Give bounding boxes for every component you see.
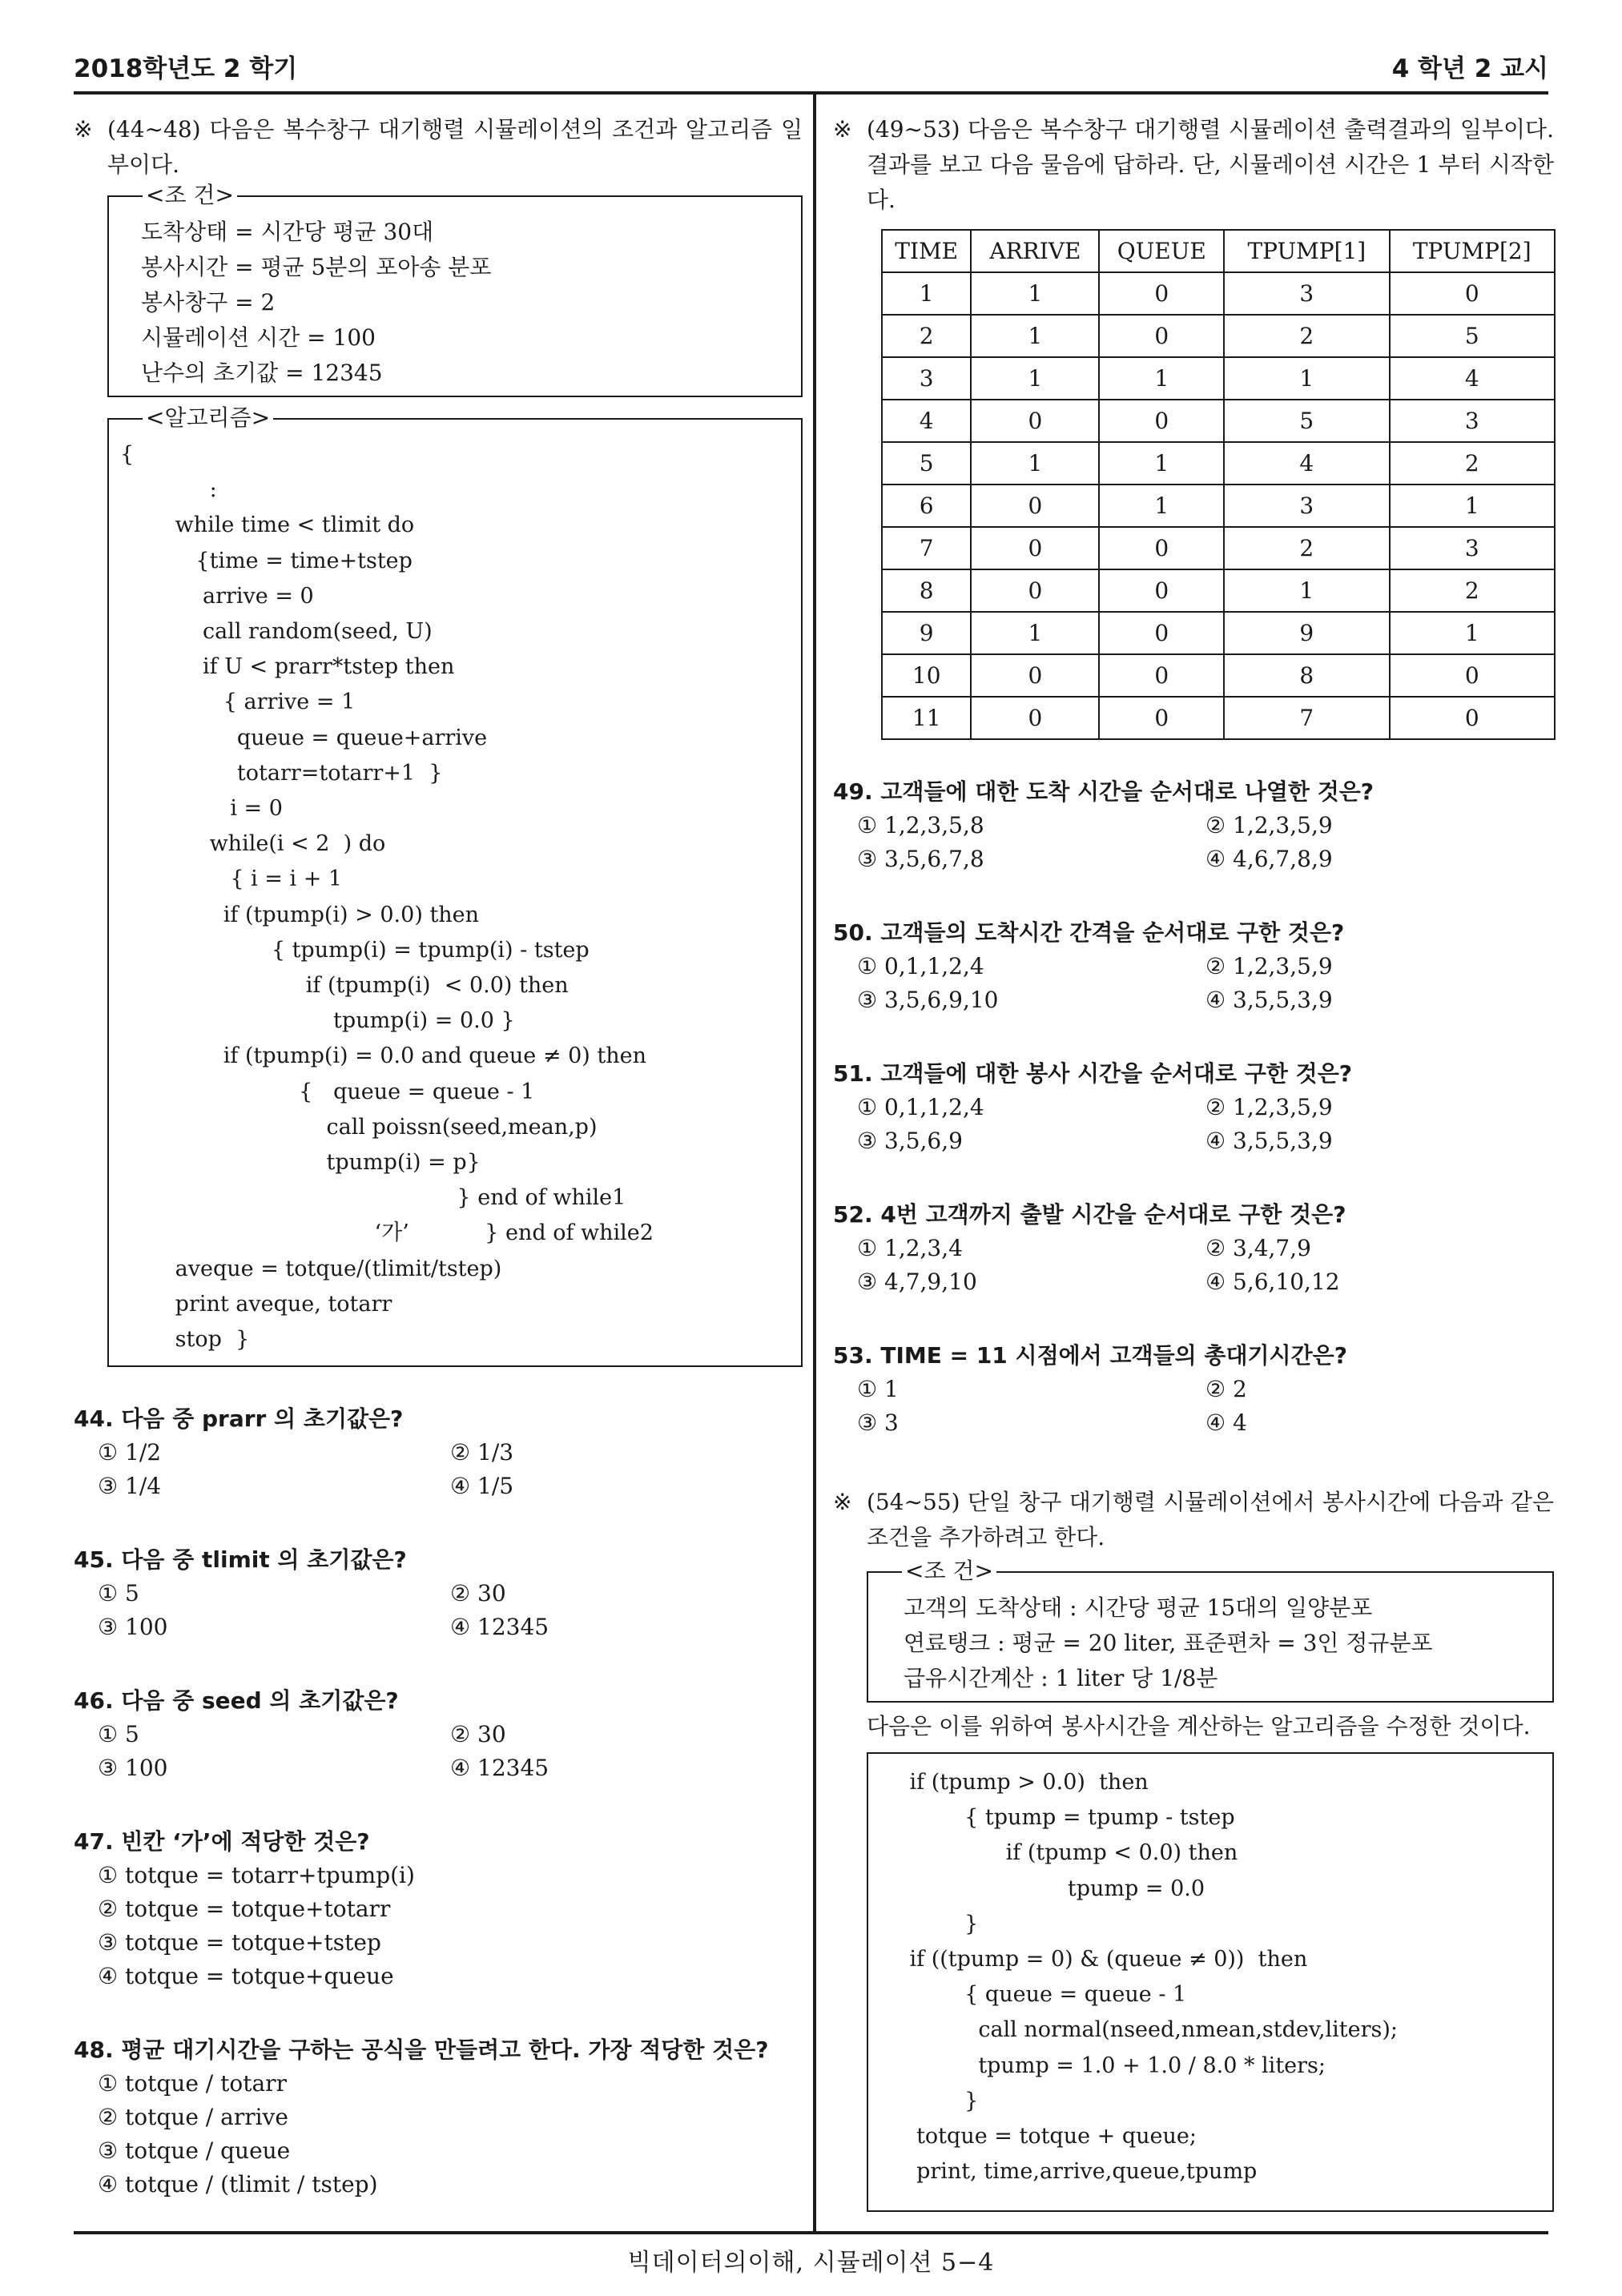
column-header: TPUMP[1] <box>1224 230 1389 272</box>
answer-option[interactable]: ① 0,1,1,2,4 <box>857 1094 984 1120</box>
answer-option[interactable]: ③ 100 <box>98 1755 168 1782</box>
question-stem <box>74 1684 803 1718</box>
answer-option[interactable]: ③ 3 <box>857 1409 899 1436</box>
answer-option[interactable]: ② 1,2,3,5,9 <box>1205 1094 1333 1120</box>
question-51 <box>833 1057 1554 1158</box>
condition-line: 봉사시간 = 평균 5분의 포아송 분포 <box>141 254 492 280</box>
question-number: 49. <box>833 778 873 805</box>
table-cell: 0 <box>1390 654 1555 697</box>
grade-period-label: 4 학년 2 교시 <box>1391 54 1548 83</box>
answer-option[interactable]: ① 1/2 <box>98 1439 162 1466</box>
code-line: while time < tlimit do <box>120 513 415 538</box>
answer-options <box>833 1373 1554 1440</box>
question-number: 47. <box>74 1828 114 1856</box>
condition-line: 도착상태 = 시간당 평균 30대 <box>141 219 434 245</box>
question-number: 51. <box>833 1060 873 1087</box>
code-line: tpump = 1.0 + 1.0 / 8.0 * liters; <box>868 2053 1326 2078</box>
left-column <box>74 112 803 2202</box>
table-row <box>882 654 1555 697</box>
section-intro-44-48 <box>74 112 803 183</box>
table-cell: 8 <box>1224 654 1389 697</box>
code-line: if (tpump(i) = 0.0 and queue ≠ 0) then <box>120 1043 646 1069</box>
question-text: 빈칸 ‘가’에 적당한 것은? <box>121 1828 370 1856</box>
answer-option[interactable]: ④ 12345 <box>450 1755 549 1782</box>
question-49 <box>833 775 1554 876</box>
question-number: 44. <box>74 1405 114 1433</box>
table-row <box>882 569 1555 612</box>
condition-line: 난수의 초기값 = 12345 <box>141 360 383 386</box>
table-cell: 5 <box>1390 315 1555 357</box>
code-line: { queue = queue - 1 <box>868 1982 1187 2008</box>
code-line: } end of while1 <box>120 1185 626 1211</box>
question-text: TIME = 11 시점에서 고객들의 총대기시간은? <box>880 1342 1347 1369</box>
table-cell: 1 <box>1099 485 1224 527</box>
footer-rule <box>74 2231 1548 2234</box>
question-53 <box>833 1339 1554 1440</box>
answer-option[interactable]: ③ 3,5,6,7,8 <box>857 846 984 872</box>
answer-option[interactable]: ② totque / arrive <box>98 2104 288 2131</box>
table-row <box>882 697 1555 739</box>
condition-line: 연료탱크 : 평균 = 20 liter, 표준편차 = 3인 정규분포 <box>904 1630 1433 1656</box>
table-cell: 0 <box>1390 272 1555 315</box>
table-cell: 7 <box>1224 697 1389 739</box>
code-line: { queue = queue - 1 <box>120 1079 535 1104</box>
question-stem <box>833 1339 1554 1373</box>
question-stem <box>833 1198 1554 1232</box>
table-cell: 0 <box>971 697 1099 739</box>
answer-option[interactable]: ④ 4,6,7,8,9 <box>1205 846 1333 872</box>
table-cell: 1 <box>1099 357 1224 400</box>
code-line: } <box>868 2088 979 2113</box>
code-line: tpump(i) = 0.0 } <box>120 1008 515 1034</box>
answer-option[interactable]: ① 0,1,1,2,4 <box>857 953 984 979</box>
code-line: ‘가’ } end of while2 <box>120 1220 654 1246</box>
answer-options <box>833 950 1554 1017</box>
code-line: aveque = totque/(tlimit/tstep) <box>120 1256 502 1281</box>
table-cell: 3 <box>1224 485 1389 527</box>
question-text: 다음 중 seed 의 초기값은? <box>121 1687 399 1715</box>
table-cell: 11 <box>882 697 971 739</box>
table-cell: 1 <box>882 272 971 315</box>
question-stem <box>74 1402 803 1436</box>
intro-text: (44∼48) 다음은 복수창구 대기행렬 시뮬레이션의 조건과 알고리즘 일부이다. <box>107 116 803 178</box>
answer-option[interactable]: ④ 3,5,5,3,9 <box>1205 1128 1333 1154</box>
modification-note <box>833 1709 1554 1744</box>
question-text: 다음 중 tlimit 의 초기값은? <box>121 1546 407 1574</box>
code-line: { i = i + 1 <box>120 867 343 892</box>
table-cell: 0 <box>1099 569 1224 612</box>
table-cell: 1 <box>971 357 1099 400</box>
table-row <box>882 612 1555 654</box>
question-stem <box>833 1057 1554 1091</box>
table-cell: 9 <box>882 612 971 654</box>
table-cell: 3 <box>1390 527 1555 569</box>
simulation-output-table <box>881 229 1556 740</box>
code-line: { <box>120 442 135 467</box>
table-cell: 0 <box>1099 654 1224 697</box>
answer-option[interactable]: ② 2 <box>1205 1376 1247 1402</box>
table-cell: 0 <box>1099 697 1224 739</box>
question-stem <box>74 2033 803 2067</box>
code-line: print aveque, totarr <box>120 1291 392 1317</box>
answer-option[interactable]: ④ totque = totque+queue <box>98 1963 394 1990</box>
column-header: TIME <box>882 230 971 272</box>
code-line: } <box>868 1911 979 1936</box>
answer-option[interactable]: ① 1 <box>857 1376 899 1402</box>
answer-option[interactable]: ① 5 <box>98 1721 139 1748</box>
answer-options <box>74 2067 803 2202</box>
table-cell: 2 <box>1390 442 1555 485</box>
table-cell: 10 <box>882 654 971 697</box>
table-cell: 7 <box>882 527 971 569</box>
code-line: call random(seed, U) <box>120 619 433 645</box>
answer-option[interactable]: ① 1,2,3,5,8 <box>857 812 984 838</box>
reference-mark: ※ <box>74 116 93 143</box>
code-line: totque = totque + queue; <box>868 2124 1197 2149</box>
section-intro-49-53 <box>833 112 1554 218</box>
answer-option[interactable]: ② 1/3 <box>450 1439 514 1466</box>
table-cell: 5 <box>1224 400 1389 442</box>
table-row <box>882 315 1555 357</box>
modified-algorithm-code <box>868 1765 1552 2189</box>
table-header-row <box>882 230 1555 272</box>
condition-line: 시뮬레이션 시간 = 100 <box>141 324 376 351</box>
algorithm-code <box>120 437 801 1357</box>
table-cell: 4 <box>882 400 971 442</box>
code-line: arrive = 0 <box>120 583 314 609</box>
question-text: 고객들에 대한 봉사 시간을 순서대로 구한 것은? <box>880 1060 1353 1087</box>
question-stem <box>833 775 1554 809</box>
condition-line: 급유시간계산 : 1 liter 당 1/8분 <box>904 1665 1218 1691</box>
left-questions <box>74 1402 803 2202</box>
table-cell: 1 <box>971 442 1099 485</box>
table-cell: 1 <box>971 272 1099 315</box>
code-line: { tpump(i) = tpump(i) - tstep <box>120 937 590 963</box>
page-footer: 빅데이터의이해, 시뮬레이션 5−4 <box>627 2249 995 2277</box>
question-44 <box>74 1402 803 1503</box>
answer-option[interactable]: ② 1,2,3,5,9 <box>1205 953 1333 979</box>
question-text: 다음 중 prarr 의 초기값은? <box>121 1405 404 1433</box>
question-number: 50. <box>833 919 873 946</box>
answer-options <box>833 809 1554 876</box>
question-47 <box>74 1825 803 1993</box>
table-cell: 3 <box>882 357 971 400</box>
table-cell: 5 <box>882 442 971 485</box>
table-row <box>882 485 1555 527</box>
answer-option[interactable]: ② totque = totque+totarr <box>98 1896 391 1923</box>
table-cell: 1 <box>1390 612 1555 654</box>
answer-option[interactable]: ② 30 <box>450 1721 506 1748</box>
table-cell: 3 <box>1224 272 1389 315</box>
question-number: 46. <box>74 1687 114 1715</box>
table-cell: 0 <box>1099 400 1224 442</box>
table-cell: 0 <box>971 569 1099 612</box>
answer-option[interactable]: ② 1,2,3,5,9 <box>1205 812 1333 838</box>
table-row <box>882 442 1555 485</box>
code-line: { tpump = tpump - tstep <box>868 1805 1235 1831</box>
table-cell: 0 <box>1099 272 1224 315</box>
table-cell: 0 <box>971 527 1099 569</box>
table-cell: 2 <box>1224 527 1389 569</box>
code-line: if (tpump(i) > 0.0) then <box>120 902 480 927</box>
answer-option[interactable]: ④ 1/5 <box>450 1473 514 1500</box>
code-line: if (tpump(i) < 0.0) then <box>120 973 569 999</box>
table-row <box>882 357 1555 400</box>
answer-option[interactable]: ④ totque / (tlimit / tstep) <box>98 2171 378 2198</box>
code-line: tpump(i) = p} <box>120 1150 481 1176</box>
code-line: if U < prarr*tstep then <box>120 654 455 680</box>
table-cell: 4 <box>1390 357 1555 400</box>
answer-option[interactable]: ④ 12345 <box>450 1614 549 1641</box>
answer-option[interactable]: ① 5 <box>98 1580 139 1607</box>
table-cell: 4 <box>1224 442 1389 485</box>
question-number: 53. <box>833 1342 873 1369</box>
code-line: if (tpump > 0.0) then <box>868 1770 1149 1795</box>
answer-option[interactable]: ③ totque = totque+tstep <box>98 1929 381 1956</box>
answer-option[interactable]: ④ 3,5,5,3,9 <box>1205 987 1333 1013</box>
table-cell: 0 <box>1390 697 1555 739</box>
answer-option[interactable]: ① totque = totarr+tpump(i) <box>98 1862 415 1889</box>
code-line: : <box>120 477 217 503</box>
reference-mark: ※ <box>833 1489 852 1515</box>
code-line: if (tpump < 0.0) then <box>868 1840 1238 1866</box>
answer-option[interactable]: ② 30 <box>450 1580 506 1607</box>
answer-option[interactable]: ③ 4,7,9,10 <box>857 1269 977 1295</box>
code-line: print, time,arrive,queue,tpump <box>868 2159 1258 2185</box>
code-line: while(i < 2 ) do <box>120 831 386 857</box>
code-line: stop } <box>120 1327 250 1353</box>
table-cell: 0 <box>971 485 1099 527</box>
answer-options <box>74 1577 803 1644</box>
table-cell: 0 <box>1099 315 1224 357</box>
table-cell: 1 <box>971 315 1099 357</box>
question-text: 고객들에 대한 도착 시간을 순서대로 나열한 것은? <box>880 778 1374 805</box>
table-cell: 1 <box>1099 442 1224 485</box>
answer-options <box>833 1232 1554 1299</box>
table-cell: 1 <box>971 612 1099 654</box>
right-questions <box>833 775 1554 1440</box>
conditions-box <box>107 182 803 397</box>
question-46 <box>74 1684 803 1785</box>
note-text: 다음은 이를 위하여 봉사시간을 계산하는 알고리즘을 수정한 것이다. <box>867 1713 1531 1739</box>
condition-line: 고객의 도착상태 : 시간당 평균 15대의 일양분포 <box>904 1594 1373 1621</box>
question-stem <box>74 1543 803 1577</box>
question-45 <box>74 1543 803 1644</box>
code-line: tpump = 0.0 <box>868 1876 1205 1901</box>
conditions-box-2 <box>867 1558 1554 1703</box>
table-cell: 6 <box>882 485 971 527</box>
table-cell: 3 <box>1390 400 1555 442</box>
column-header: TPUMP[2] <box>1390 230 1555 272</box>
answer-options <box>74 1436 803 1503</box>
semester-label: 2018학년도 2 학기 <box>74 54 298 83</box>
intro-text: (54∼55) 단일 창구 대기행렬 시뮬레이션에서 봉사시간에 다음과 같은 조건을 추가하려고 한다. <box>867 1489 1554 1550</box>
question-number: 52. <box>833 1201 873 1228</box>
modified-algorithm-box <box>867 1752 1554 2212</box>
code-line: call normal(nseed,nmean,stdev,liters); <box>868 2017 1399 2043</box>
table-cell: 1 <box>1224 357 1389 400</box>
answer-options <box>833 1091 1554 1158</box>
question-stem <box>833 916 1554 950</box>
question-50 <box>833 916 1554 1017</box>
table-cell: 0 <box>971 400 1099 442</box>
question-48 <box>74 2033 803 2202</box>
table-cell: 2 <box>1224 315 1389 357</box>
code-line: if ((tpump = 0) & (queue ≠ 0)) then <box>868 1947 1308 1972</box>
answer-option[interactable]: ① 1,2,3,4 <box>857 1235 963 1261</box>
table-cell: 0 <box>1099 527 1224 569</box>
table-cell: 9 <box>1224 612 1389 654</box>
conditions-title: <조 건> <box>902 1555 996 1587</box>
question-number: 45. <box>74 1546 114 1574</box>
code-line: totarr=totarr+1 } <box>120 760 443 786</box>
table-cell: 0 <box>971 654 1099 697</box>
table-row <box>882 400 1555 442</box>
page-header <box>74 45 1548 94</box>
code-line: {time = time+tstep <box>120 548 413 573</box>
code-line: queue = queue+arrive <box>120 725 488 750</box>
algorithm-box <box>107 404 803 1367</box>
column-header: QUEUE <box>1099 230 1224 272</box>
answer-options <box>74 1718 803 1785</box>
answer-option[interactable]: ① totque / totarr <box>98 2070 287 2097</box>
right-column <box>833 112 1554 2212</box>
answer-option[interactable]: ③ 3,5,6,9 <box>857 1128 963 1154</box>
answer-option[interactable]: ③ 3,5,6,9,10 <box>857 987 999 1013</box>
question-number: 48. <box>74 2037 114 2064</box>
answer-option[interactable]: ④ 5,6,10,12 <box>1205 1269 1340 1295</box>
question-stem <box>74 1825 803 1859</box>
answer-option[interactable]: ③ 100 <box>98 1614 168 1641</box>
code-line: call poissn(seed,mean,p) <box>120 1114 598 1140</box>
question-text: 평균 대기시간을 구하는 공식을 만들려고 한다. 가장 적당한 것은? <box>121 2037 769 2064</box>
table-body <box>882 272 1555 739</box>
conditions-title: <조 건> <box>143 179 237 211</box>
table-row <box>882 527 1555 569</box>
answer-option[interactable]: ③ 1/4 <box>98 1473 162 1500</box>
table-row <box>882 272 1555 315</box>
column-header: ARRIVE <box>971 230 1099 272</box>
answer-option[interactable]: ④ 4 <box>1205 1409 1247 1436</box>
question-text: 4번 고객까지 출발 시간을 순서대로 구한 것은? <box>880 1201 1346 1228</box>
question-52 <box>833 1198 1554 1299</box>
algorithm-title: <알고리즘> <box>143 402 273 434</box>
condition-line: 봉사창구 = 2 <box>141 289 276 316</box>
answer-options <box>74 1859 803 1993</box>
answer-option[interactable]: ② 3,4,7,9 <box>1205 1235 1311 1261</box>
section-intro-54-55 <box>833 1485 1554 1555</box>
table-cell: 1 <box>1224 569 1389 612</box>
answer-option[interactable]: ③ totque / queue <box>98 2137 291 2165</box>
table-cell: 2 <box>1390 569 1555 612</box>
table-cell: 1 <box>1390 485 1555 527</box>
intro-text: (49∼53) 다음은 복수창구 대기행렬 시뮬레이션 출력결과의 일부이다. 결과를 보고 다음 물음에 답하라. 단, 시뮬레이션 시간은 1 부터 시작한다. <box>867 116 1554 213</box>
code-line: i = 0 <box>120 796 283 822</box>
code-line: { arrive = 1 <box>120 690 356 715</box>
table-cell: 2 <box>882 315 971 357</box>
table-cell: 8 <box>882 569 971 612</box>
column-divider <box>813 94 816 2231</box>
reference-mark: ※ <box>833 116 852 143</box>
table-cell: 0 <box>1099 612 1224 654</box>
question-text: 고객들의 도착시간 간격을 순서대로 구한 것은? <box>880 919 1345 946</box>
